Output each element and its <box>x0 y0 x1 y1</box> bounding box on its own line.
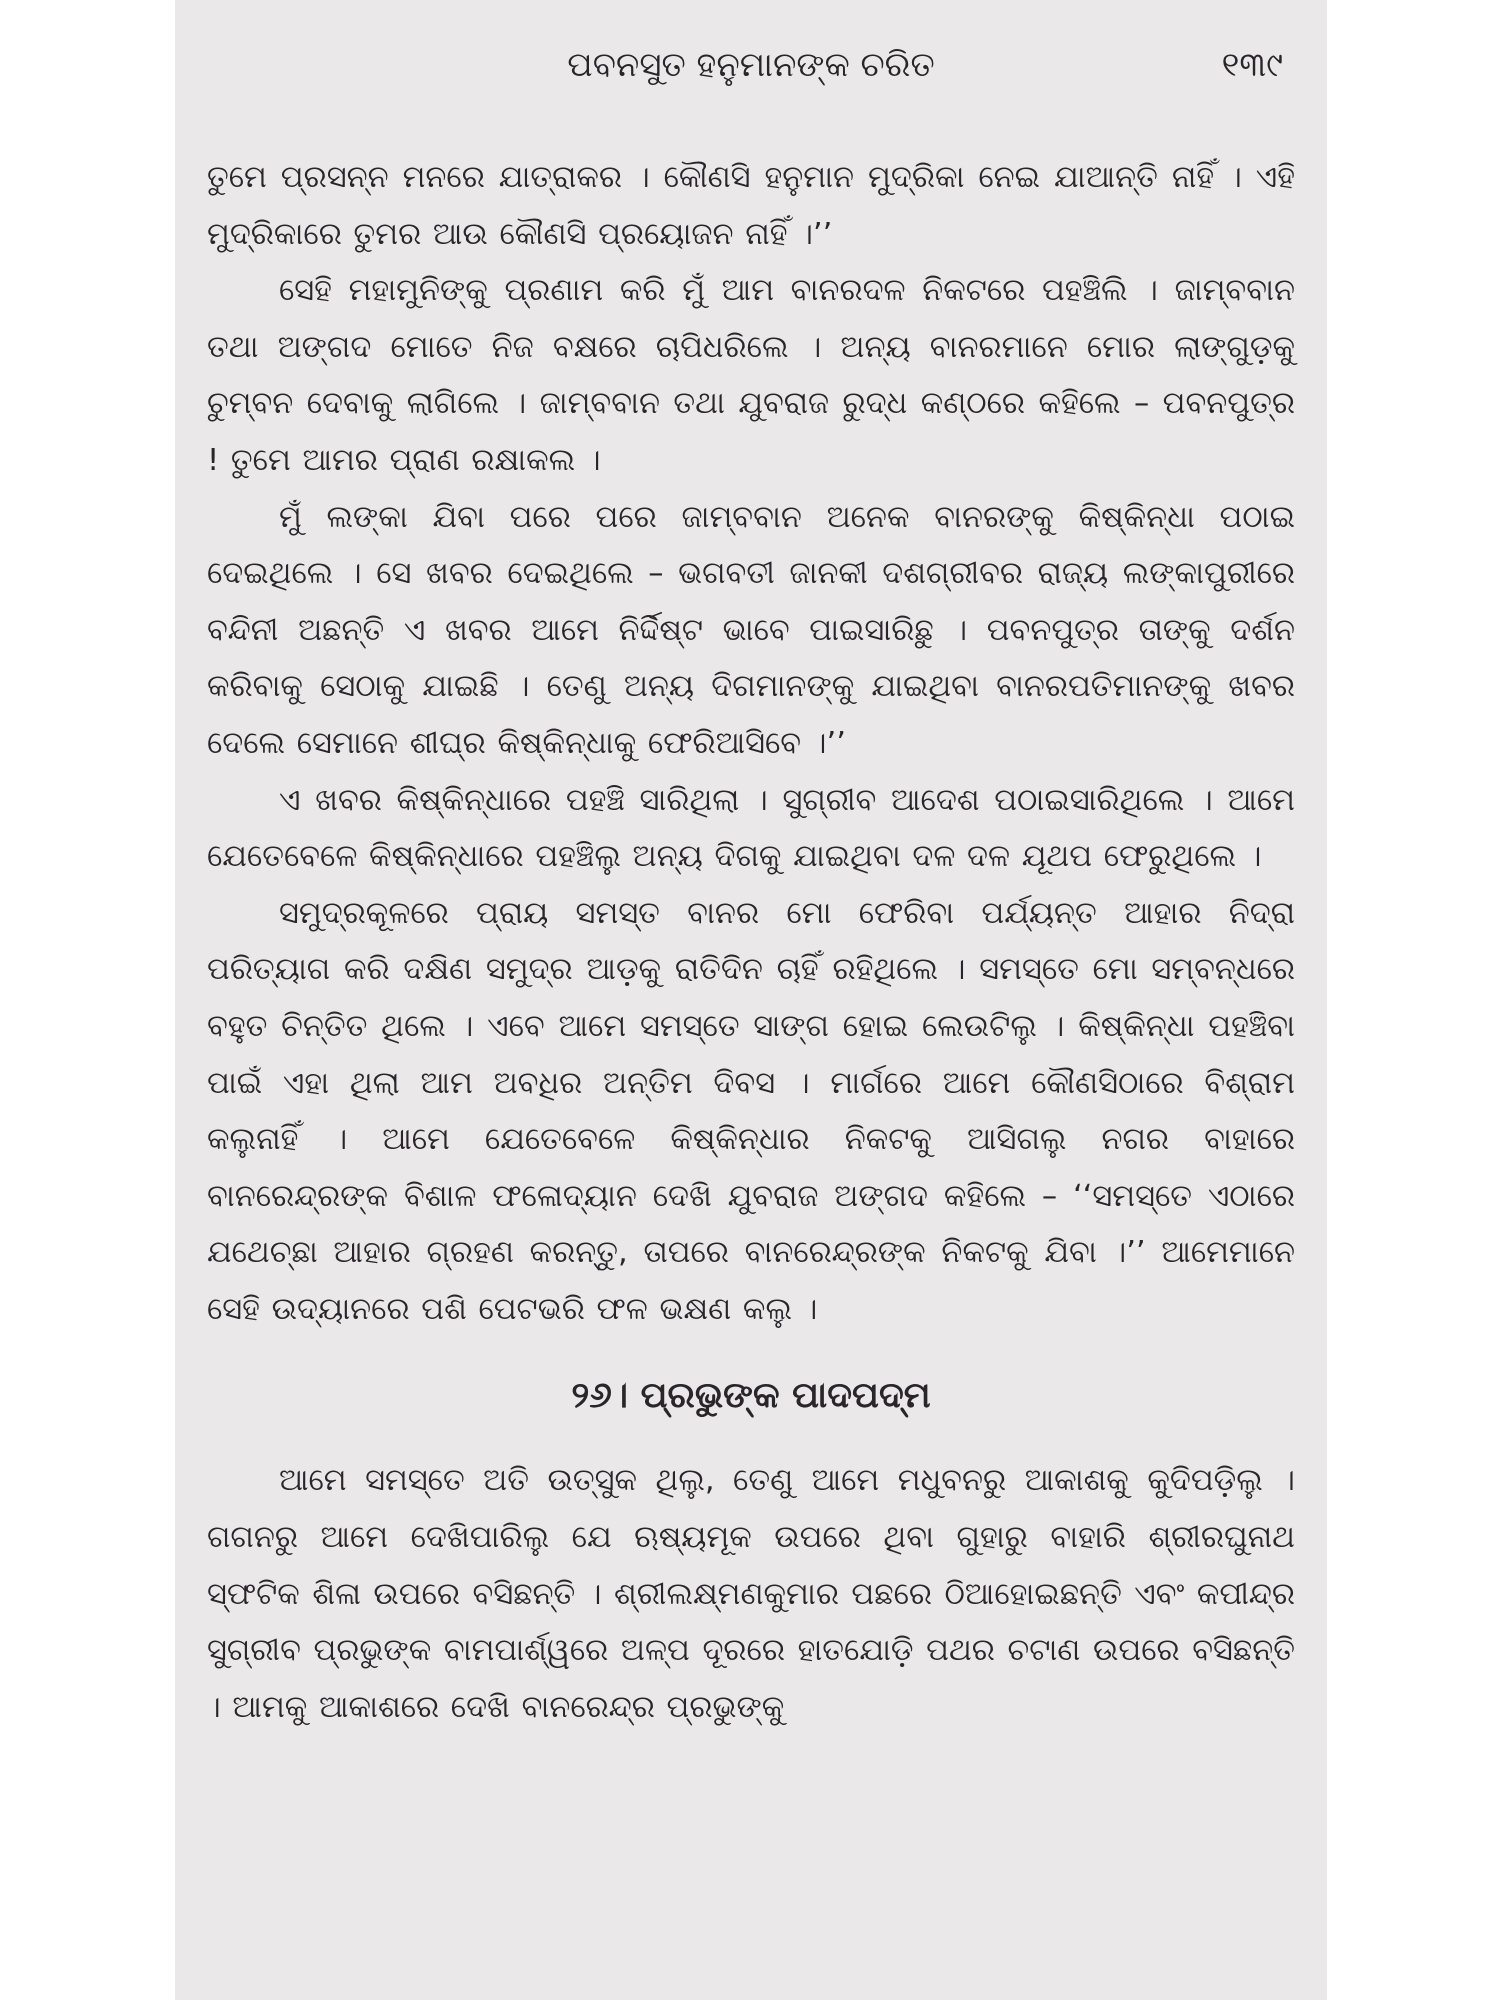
page-number: ୧୩୯ <box>1221 45 1283 85</box>
paragraph-6: ଆମେ ସମସ୍ତେ ଅତି ଉତ୍ସୁକ ଥିଲୁ, ତେଣୁ ଆମେ ମଧୁବନରୁ ଆକାଶକୁ କୁଦିପଡ଼ିଲୁ । ଗଗନରୁ ଆମେ ଦେଖିପାରିଲୁ ଯେ ଋଷ୍ୟମୂକ ଉପରେ ଥିବା ଗୁହାରୁ ବାହାରି ଶ୍ରୀରଘୁନାଥ ସ୍ଫଟିକ ଶିଳା ଉପରେ ବସିଛନ୍ତି । ଶ୍ରୀଲକ୍ଷ୍ମଣକୁମାର ପଛରେ ଠିଆହୋଇଛନ୍ତି ଏବଂ କପୀନ୍ଦ୍ର ସୁଗ୍ରୀବ ପ୍ରଭୁଙ୍କ ବାମପାର୍ଶ୍ୱରେ ଅଳ୍ପ ଦୂରରେ ହାତଯୋଡ଼ି ପଥର ଚଟାଣ ଉପରେ ବସିଛନ୍ତି । ଆମକୁ ଆକାଶରେ ଦେଖି ବାନରେନ୍ଦ୍ର ପ୍ରଭୁଙ୍କୁ <box>207 1463 1295 1725</box>
running-title: ପବନସୁତ ହନୁମାନଙ୍କ ଚରିତ <box>567 45 935 85</box>
paragraph-5: ସମୁଦ୍ରକୂଳରେ ପ୍ରାୟ ସମସ୍ତ ବାନର ମୋ ଫେରିବା ପର୍ଯ୍ୟନ୍ତ ଆହାର ନିଦ୍ରା ପରିତ୍ୟାଗ କରି ଦକ୍ଷିଣ ସମୁଦ୍ର ଆଡ଼କୁ ରାତିଦିନ ଚାହିଁ ରହିଥିଲେ । ସମସ୍ତେ ମୋ ସମ୍ବନ୍ଧରେ ବହୁତ ଚିନ୍ତିତ ଥିଲେ । ଏବେ ଆମେ ସମସ୍ତେ ସାଙ୍ଗ ହୋଇ ଲେଉଟିଲୁ । କିଷ୍କିନ୍ଧା ପହଞ୍ଚିବା ପାଇଁ ଏହା ଥିଲା ଆମ ଅବଧିର ଅନ୍ତିମ ଦିବସ । ମାର୍ଗରେ ଆମେ କୌଣସିଠାରେ ବିଶ୍ରାମ କଲୁନାହିଁ । ଆମେ ଯେତେବେଳେ କିଷ୍କିନ୍ଧାର ନିକଟକୁ ଆସିଗଲୁ ନଗର ବାହାରେ ବାନରେନ୍ଦ୍ରଙ୍କ ବିଶାଳ ଫଳୋଦ୍ୟାନ ଦେଖି ଯୁବରାଜ ଅଙ୍ଗଦ କହିଲେ – ‘‘ସମସ୍ତେ ଏଠାରେ ଯଥେଚ୍ଛା ଆହାର ଗ୍ରହଣ କରନ୍ତୁ, ତାପରେ ବାନରେନ୍ଦ୍ରଙ୍କ ନିକଟକୁ ଯିବା ।’’ ଆମେମାନେ ସେହି ଉଦ୍ୟାନରେ ପଶି ପେଟଭରି ଫଳ ଭକ୍ଷଣ କଲୁ । <box>207 895 1295 1327</box>
paragraph-3: ମୁଁ ଲଙ୍କା ଯିବା ପରେ ପରେ ଜାମ୍ବବାନ ଅନେକ ବାନରଙ୍କୁ କିଷ୍କିନ୍ଧା ପଠାଇ ଦେଇଥିଲେ । ସେ ଖବର ଦେଇଥିଲେ – ଭଗବତୀ ଜାନକୀ ଦଶଗ୍ରୀବର ରାଜ୍ୟ ଲଙ୍କାପୁରୀରେ ବନ୍ଦିନୀ ଅଛନ୍ତି ଏ ଖବର ଆମେ ନିର୍ଦ୍ଦିଷ୍ଟ ଭାବେ ପାଇସାରିଛୁ । ପବନପୁତ୍ର ତାଙ୍କୁ ଦର୍ଶନ କରିବାକୁ ସେଠାକୁ ଯାଇଛି । ତେଣୁ ଅନ୍ୟ ଦିଗମାନଙ୍କୁ ଯାଇଥିବା ବାନରପତିମାନଙ୍କୁ ଖବର ଦେଲେ ସେମାନେ ଶୀଘ୍ର କିଷ୍କିନ୍ଧାକୁ ଫେରିଆସିବେ ।’’ <box>207 499 1295 761</box>
paragraph-1: ତୁମେ ପ୍ରସନ୍ନ ମନରେ ଯାତ୍ରାକର । କୌଣସି ହନୁମାନ ମୁଦ୍ରିକା ନେଇ ଯାଆନ୍ତି ନାହିଁ । ଏହି ମୁଦ୍ରିକାରେ ତୁମର ଆଉ କୌଣସି ପ୍ରୟୋଜନ ନାହିଁ ।’’ <box>207 160 1295 252</box>
body-text <box>207 150 1295 1736</box>
page-header <box>175 40 1327 90</box>
book-page <box>175 0 1327 2000</box>
paragraph-2: ସେହି ମହାମୁନିଙ୍କୁ ପ୍ରଣାମ କରି ମୁଁ ଆମ ବାନରଦଳ ନିକଟରେ ପହଞ୍ଚିଲି । ଜାମ୍ବବାନ ତଥା ଅଙ୍ଗଦ ମୋତେ ନିଜ ବକ୍ଷରେ ଚାପିଧରିଲେ । ଅନ୍ୟ ବାନରମାନେ ମୋର ଲାଙ୍ଗୁଡ଼କୁ ଚୁମ୍ବନ ଦେବାକୁ ଲାଗିଲେ । ଜାମ୍ବବାନ ତଥା ଯୁବରାଜ ରୁଦ୍ଧ କଣ୍ଠରେ କହିଲେ – ପବନପୁତ୍ର ! ତୁମେ ଆମର ପ୍ରାଣ ରକ୍ଷାକଲ । <box>207 273 1295 478</box>
section-heading: ୨୬। ପ୍ରଭୁଙ୍କ ପାଦପଦ୍ମ <box>571 1375 931 1417</box>
paragraph-4: ଏ ଖବର କିଷ୍କିନ୍ଧାରେ ପହଞ୍ଚି ସାରିଥିଲା । ସୁଗ୍ରୀବ ଆଦେଶ ପଠାଇସାରିଥିଲେ । ଆମେ ଯେତେବେଳେ କିଷ୍କିନ୍ଧାରେ ପହଞ୍ଚିଲୁ ଅନ୍ୟ ଦିଗକୁ ଯାଇଥିବା ଦଳ ଦଳ ଯୂଥପ ଫେରୁଥିଲେ । <box>207 782 1295 875</box>
